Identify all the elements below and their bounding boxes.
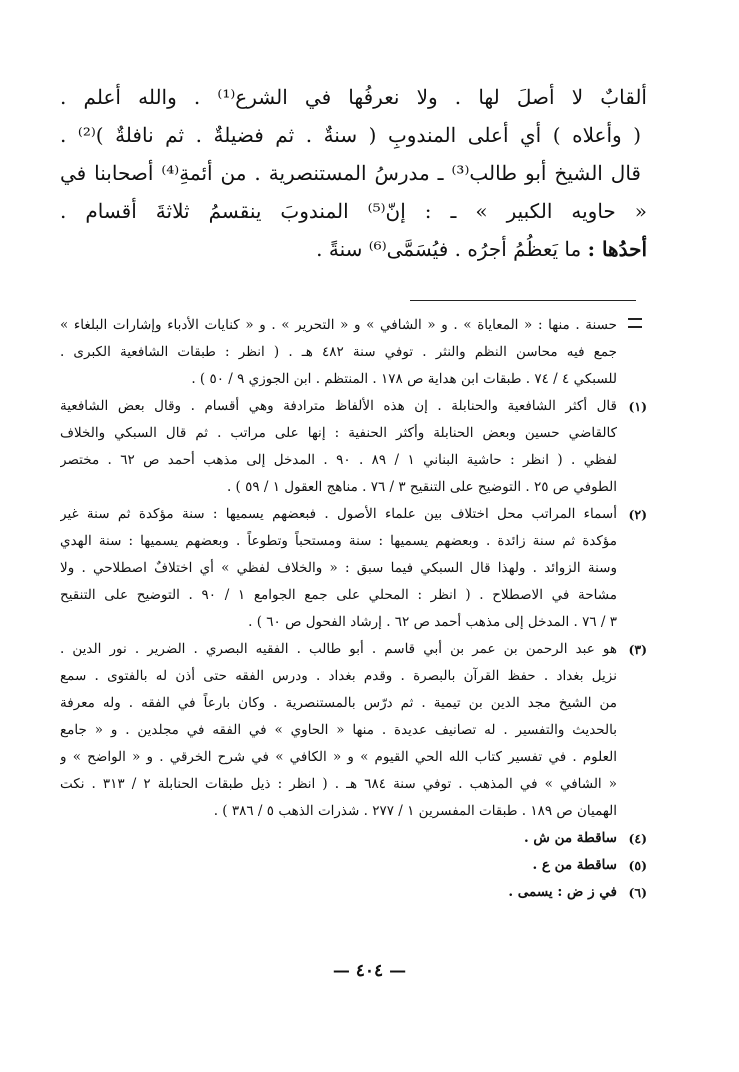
footnote-5 — [60, 852, 647, 879]
footnote-2 — [60, 501, 647, 636]
footnote-line: الهميان ص ١٨٩ . طبقات المفسرين ١ / ٢٧٧ . شذرات الذهب ٥ / ٣٨٦ ) . — [213, 803, 617, 819]
footnote-line: قال أكثر الشافعية والحنابلة . إن هذه الألفاظ مترادفة وهي أقسام . وقال بعض الشافعية — [60, 398, 617, 414]
footnote-line: من الشيخ مجد الدين بن تيمية . ثم درّس بالمستنصرية . وكان بارعاً في الفقه . وله معرفة — [60, 695, 617, 711]
main-line-1: ألقابٌ لا أصلَ لها . ولا نعرفُها في الشرع⁽¹⁾ . والله أعلم . — [60, 85, 647, 109]
footnote-line: مؤكدة ثم سنة زائدة . وبعضهم يسميها : سنة ومستحباً وتطوعاً . وبعضهم يسميها : سنة الهدي — [60, 533, 617, 549]
main-line-2: ( وأعلاه ) أي أعلى المندوبِ ( سنةٌ . ثم فضيلةٌ . ثم نافلةٌ )⁽²⁾ . — [60, 123, 641, 147]
footnote-number: (٤) — [628, 831, 647, 846]
footnote-number: (٢) — [628, 507, 647, 522]
footnote-line: جمع فيه محاسن النظم والنثر . توفي سنة ٤٨٢ هـ . ( انظر : طبقات الشافعية الكبرى . — [60, 344, 617, 360]
footnote-line: كالقاضي حسين وبعض الحنابلة وأكثر الحنفية : إنها على مراتب . ثم قال السبكي والخلاف — [60, 425, 617, 441]
footnote-line: للسبكي ٤ / ٧٤ . طبقات ابن هداية ص ١٧٨ . المنتظم . ابن الجوزي ٩ / ٥٠ ) . — [191, 371, 617, 387]
footnote-line: العلوم . في تفسير كتاب الله الحي القيوم » و « الكافي » في شرح الخرقي . و « الواضح » و — [60, 749, 617, 765]
footnote-line: ساقطة من ش . — [524, 830, 617, 846]
main-line-5-text: ما يَعظُمُ أجرُه . فيُسَمَّى⁽⁶⁾ سنةً . — [316, 237, 582, 261]
footnote-3 — [60, 636, 647, 825]
footnote-line: حسنة . منها : « المعاياة » . و « الشافي » و « التحرير » . و « كنايات الأدباء وإشارات البلغاء » — [60, 317, 617, 333]
main-line-3: قال الشيخ أبو طالب⁽³⁾ ـ مدرسُ المستنصرية . من أئمةِ⁽⁴⁾ أصحابنا في — [60, 161, 641, 185]
footnote-number: (١) — [628, 399, 647, 414]
footnote-line: لفظي . ( انظر : حاشية البناني ١ / ٨٩ . ٩٠ . المدخل إلى مذهب أحمد ص ٦٢ . مختصر — [60, 452, 617, 468]
footnote-line: أسماء المراتب محل اختلاف بين علماء الأصول . فبعضهم يسميها : سنة مؤكدة ثم سنة غير — [60, 506, 617, 522]
footnote-line: بالحديث والتفسير . له تصانيف عديدة . منها « الحاوي » في الفقه في مجلدين . و « جامع — [60, 722, 617, 738]
footnote-line: وسنة الزوائد . ولهذا قال السبكي فيما سبق : « والخلاف لفظي » أي اختلافٌ اصطلاحي . ولا — [60, 560, 617, 576]
footnote-line: ساقطة من ع . — [532, 857, 617, 873]
footnotes — [60, 312, 647, 906]
main-text — [60, 78, 647, 268]
main-line-4: « حاويه الكبير » ـ : إنّ⁽⁵⁾ المندوبَ ينقسمُ ثلاثةَ أقسام . — [60, 199, 647, 223]
footnote-line: هو عبد الرحمن بن عمر بن أبي قاسم . أبو طالب . الفقيه البصري . الضرير . نور الدين . — [60, 641, 617, 657]
footnote-line: ٣ / ٧٦ . المدخل إلى مذهب أحمد ص ٦٢ . إرشاد الفحول ص ٦٠ ) . — [248, 614, 617, 630]
footnote-number: (٥) — [628, 858, 647, 873]
footnote-line: الطوفي ص ٢٥ . التوضيح على التنقيح ٣ / ٧٦ . مناهج العقول ١ / ٥٩ ) . — [226, 479, 617, 495]
main-line-5 — [60, 230, 647, 268]
footnote-4 — [60, 825, 647, 852]
footnote-line: « الشافي » في المذهب . توفي سنة ٦٨٤ هـ . ( انظر : ذيل طبقات الحنابلة ٢ / ٣١٣ . نكت — [60, 776, 617, 792]
footnote-number: (٣) — [628, 642, 647, 657]
footnote-separator — [410, 300, 636, 301]
footnote-line: مشاحة في الاصطلاح . ( انظر : المحلي على جمع الجوامع ١ / ٩٠ . التوضيح على التنقيح — [60, 587, 617, 603]
footnote-6 — [60, 879, 647, 906]
footnote-line: نزيل بغداد . حفظ القرآن بالبصرة . وقدم بغداد . ودرس الفقه حتى أذن له بالفتوى . سمع — [60, 668, 617, 684]
footnote-line: في ز ض : يسمى . — [508, 884, 617, 900]
footnote-continuation — [60, 312, 647, 393]
footnote-number: (٦) — [628, 885, 647, 900]
lead-word: أحدُها : — [587, 237, 647, 261]
page-number: — ٤٠٤ — — [332, 961, 407, 981]
footnote-1 — [60, 393, 647, 501]
